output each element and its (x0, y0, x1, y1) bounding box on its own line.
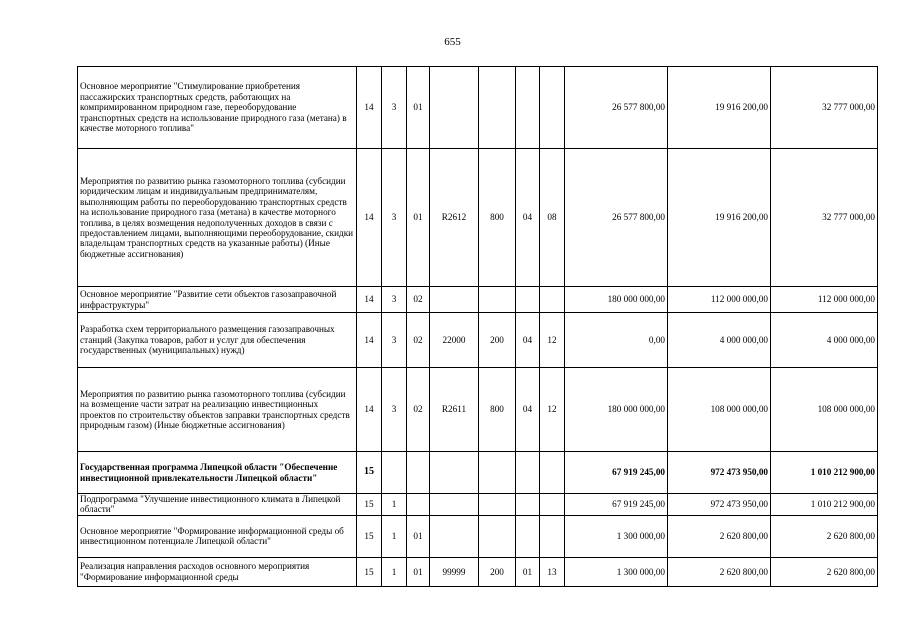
row-name: Реализация направления расходов основного мероприятия "Формирование информационной среды (78, 557, 357, 586)
expense-type-code: 800 (479, 368, 516, 452)
amount-year-2: 2 620 800,00 (668, 557, 771, 586)
pp-code: 3 (382, 287, 407, 313)
amount-year-1: 67 919 245,00 (565, 452, 668, 494)
expense-type-code (479, 67, 516, 149)
direction-code: 99999 (430, 557, 479, 586)
direction-code (430, 515, 479, 557)
pp-code (382, 452, 407, 494)
direction-code (430, 452, 479, 494)
table-row (78, 67, 878, 149)
gp-code: 14 (357, 287, 382, 313)
table-row (78, 368, 878, 452)
table-row (78, 515, 878, 557)
amount-year-2: 4 000 000,00 (668, 313, 771, 368)
expense-type-code (479, 452, 516, 494)
section-code: 04 (516, 313, 540, 368)
amount-year-2: 19 916 200,00 (668, 149, 771, 287)
expense-type-code: 200 (479, 557, 516, 586)
subsection-code (540, 287, 565, 313)
amount-year-2: 108 000 000,00 (668, 368, 771, 452)
amount-year-3: 1 010 212 900,00 (771, 494, 878, 516)
pp-code: 3 (382, 67, 407, 149)
subsection-code (540, 452, 565, 494)
amount-year-3: 2 620 800,00 (771, 557, 878, 586)
amount-year-1: 26 577 800,00 (565, 149, 668, 287)
table-row (78, 287, 878, 313)
direction-code (430, 287, 479, 313)
subsection-code: 08 (540, 149, 565, 287)
amount-year-3: 112 000 000,00 (771, 287, 878, 313)
subsection-code: 12 (540, 313, 565, 368)
section-code (516, 452, 540, 494)
section-code (516, 287, 540, 313)
row-name: Государственная программа Липецкой области "Обеспечение инвестиционной привлекательности Липецкой области" (78, 452, 357, 494)
row-name: Основное мероприятие "Развитие сети объектов газозаправочной инфраструктуры" (78, 287, 357, 313)
section-code (516, 515, 540, 557)
om-code: 02 (407, 368, 430, 452)
gp-code: 14 (357, 313, 382, 368)
section-code: 04 (516, 149, 540, 287)
expense-type-code: 800 (479, 149, 516, 287)
amount-year-3: 108 000 000,00 (771, 368, 878, 452)
expense-type-code (479, 287, 516, 313)
pp-code: 1 (382, 494, 407, 516)
table-row (78, 557, 878, 586)
pp-code: 3 (382, 149, 407, 287)
row-name: Разработка схем территориального размещения газозаправочных станций (Закупка товаров, работ и услуг для обеспечения государственных (муниципальных) нужд) (78, 313, 357, 368)
om-code (407, 452, 430, 494)
row-name: Подпрограмма "Улучшение инвестиционного климата в Липецкой области" (78, 494, 357, 516)
subsection-code: 13 (540, 557, 565, 586)
amount-year-3: 1 010 212 900,00 (771, 452, 878, 494)
budget-table (77, 66, 878, 587)
amount-year-2: 2 620 800,00 (668, 515, 771, 557)
direction-code: R2612 (430, 149, 479, 287)
gp-code: 15 (357, 557, 382, 586)
section-code: 04 (516, 368, 540, 452)
amount-year-1: 1 300 000,00 (565, 515, 668, 557)
section-code (516, 494, 540, 516)
row-name: Мероприятия по развитию рынка газомоторного топлива (субсидии юридическим лицам и индивидуальным предпринимателям, выполняющим работы по переоборудованию транспортных средств на использование природного газа (метана) в качестве моторного топлива, в целях возмещения недополученных доходов в связи с предоставлением лицами, выполняющими переоборудование, скидки владельцам транспортных средств на указанные работы) (Иные бюджетные ассигнования) (78, 149, 357, 287)
om-code: 02 (407, 287, 430, 313)
subsection-code: 12 (540, 368, 565, 452)
section-code (516, 67, 540, 149)
amount-year-1: 26 577 800,00 (565, 67, 668, 149)
gp-code: 14 (357, 67, 382, 149)
om-code: 02 (407, 313, 430, 368)
gp-code: 15 (357, 494, 382, 516)
pp-code: 3 (382, 313, 407, 368)
amount-year-2: 112 000 000,00 (668, 287, 771, 313)
amount-year-3: 32 777 000,00 (771, 149, 878, 287)
om-code: 01 (407, 67, 430, 149)
expense-type-code (479, 494, 516, 516)
pp-code: 1 (382, 557, 407, 586)
direction-code (430, 494, 479, 516)
om-code: 01 (407, 557, 430, 586)
gp-code: 14 (357, 368, 382, 452)
subsection-code (540, 67, 565, 149)
table-row (78, 313, 878, 368)
amount-year-2: 972 473 950,00 (668, 494, 771, 516)
table-body (78, 67, 878, 587)
om-code: 01 (407, 515, 430, 557)
gp-code: 15 (357, 515, 382, 557)
amount-year-3: 32 777 000,00 (771, 67, 878, 149)
row-name: Основное мероприятие "Формирование информационной среды об инвестиционном потенциале Липецкой области" (78, 515, 357, 557)
amount-year-1: 0,00 (565, 313, 668, 368)
table-row (78, 494, 878, 516)
gp-code: 15 (357, 452, 382, 494)
amount-year-3: 4 000 000,00 (771, 313, 878, 368)
table-row (78, 149, 878, 287)
expense-type-code (479, 515, 516, 557)
pp-code: 3 (382, 368, 407, 452)
amount-year-1: 180 000 000,00 (565, 287, 668, 313)
om-code: 01 (407, 149, 430, 287)
amount-year-1: 67 919 245,00 (565, 494, 668, 516)
page-number: 655 (444, 36, 461, 48)
amount-year-3: 2 620 800,00 (771, 515, 878, 557)
expense-type-code: 200 (479, 313, 516, 368)
section-code: 01 (516, 557, 540, 586)
row-name: Основное мероприятие "Стимулирование приобретения пассажирских транспортных средств, работающих на компримированном природном газе, переоборудование транспортных средств на использование природного газа (метана) в качестве моторного топлива" (78, 67, 357, 149)
row-name: Мероприятия по развитию рынка газомоторного топлива (субсидии на возмещение части затрат на реализацию инвестиционных проектов по строительству объектов заправки транспортных средств природным газом) (Иные бюджетные ассигнования) (78, 368, 357, 452)
amount-year-1: 1 300 000,00 (565, 557, 668, 586)
gp-code: 14 (357, 149, 382, 287)
amount-year-2: 19 916 200,00 (668, 67, 771, 149)
direction-code: 22000 (430, 313, 479, 368)
direction-code: R2611 (430, 368, 479, 452)
subsection-code (540, 515, 565, 557)
pp-code: 1 (382, 515, 407, 557)
table-row (78, 452, 878, 494)
om-code (407, 494, 430, 516)
amount-year-2: 972 473 950,00 (668, 452, 771, 494)
subsection-code (540, 494, 565, 516)
direction-code (430, 67, 479, 149)
amount-year-1: 180 000 000,00 (565, 368, 668, 452)
